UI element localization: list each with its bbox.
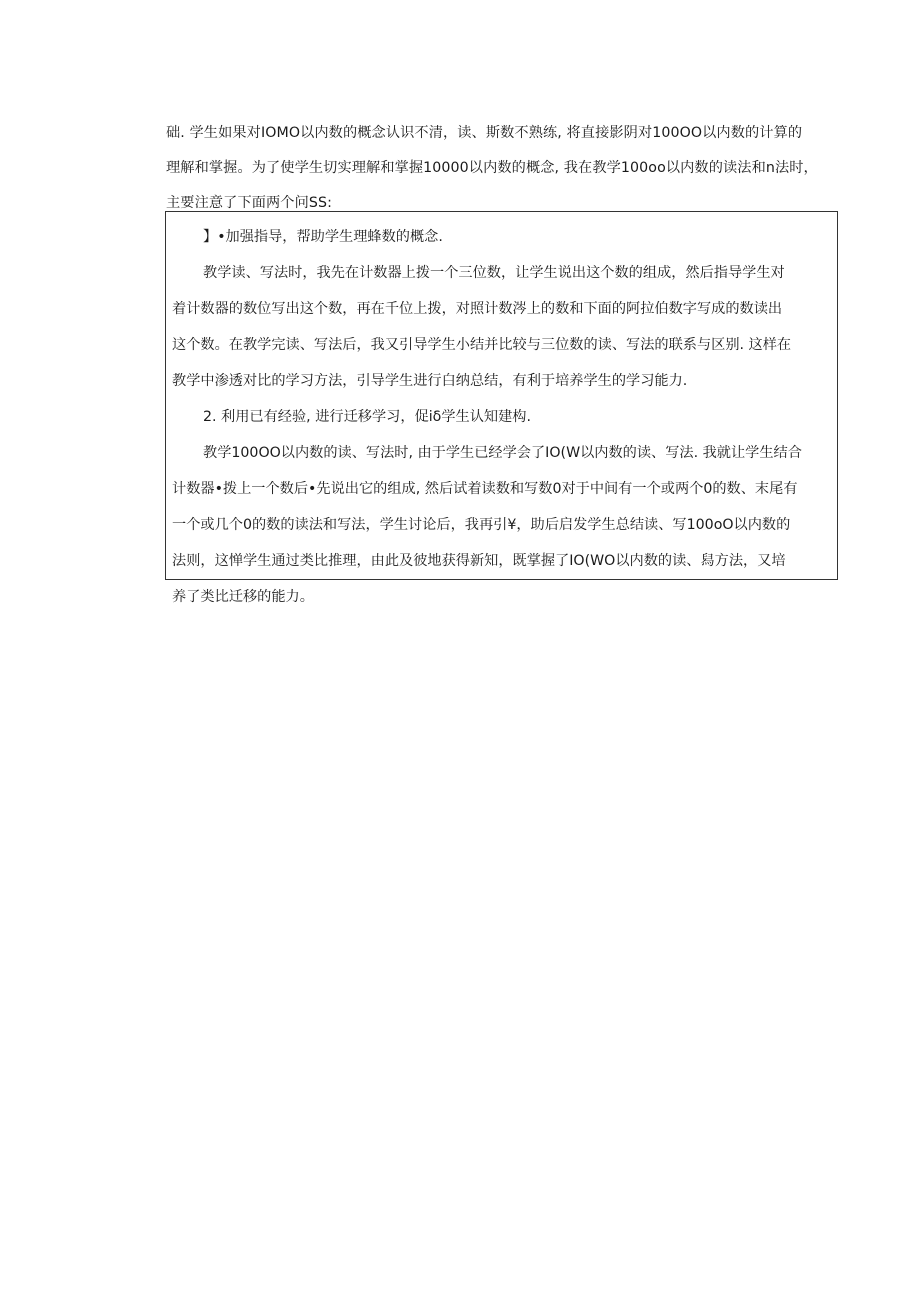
text-line: 教学读、写法时，我先在计数器上拨一个三位数，让学生说出这个数的组成，然后指导学生对 [203,265,785,281]
box-content [172,219,836,615]
text-line: 理解和掌握。为了使学生切实理解和掌握10000以内数的概念, 我在教学100oo以内数的读法和n法时， [166,160,818,176]
intro-paragraph [166,116,840,221]
text-line: 主要注意了下面两个问SS: [166,195,332,211]
text-line: 教学100OO以内数的读、写法时, 由于学生已经学会了IO(W以内数的读、写法. 我就让学生结合 [203,445,802,461]
text-line: 计数器•拨上一个数后•先说出它的组成, 然后试着读数和写数0对于中间有一个或两个0的数、末尾有 [172,481,798,497]
text-line: 一个或几个0的数的读法和写法，学生讨论后，我再引¥，助后启发学生总结读、写100oO以内数的 [172,517,791,533]
bordered-text-box [165,211,838,605]
section-heading-2: 2. 利用已有经验, 进行迁移学习，促iδ学生认知建构. [203,409,531,425]
text-line: 础. 学生如果对IOMO以内数的概念认识不清，读、斯数不熟练, 将直接影阴对100OO以内数的计算的 [166,125,803,141]
text-line: 养了类比迁移的能力。 [172,589,314,605]
text-line: 这个数。在教学完读、写法后，我又引导学生小结并比较与三位数的读、写法的联系与区别. 这样在 [172,337,792,353]
text-line: 法则，这惮学生通过类比推理，由此及彼地获得新知，既掌握了IO(WO以内数的读、舄方法，又培 [172,553,786,569]
text-line: 教学中渗透对比的学习方法，引导学生进行白纳总结，有利于培养学生的学习能力. [172,373,688,389]
section-heading-1: 】•加强指导，帮助学生理蜂数的概念. [203,229,443,245]
text-line: 着计数器的数位写出这个数，再在千位上拨，对照计数涔上的数和下面的阿拉伯数字写成的数读出 [172,301,783,317]
